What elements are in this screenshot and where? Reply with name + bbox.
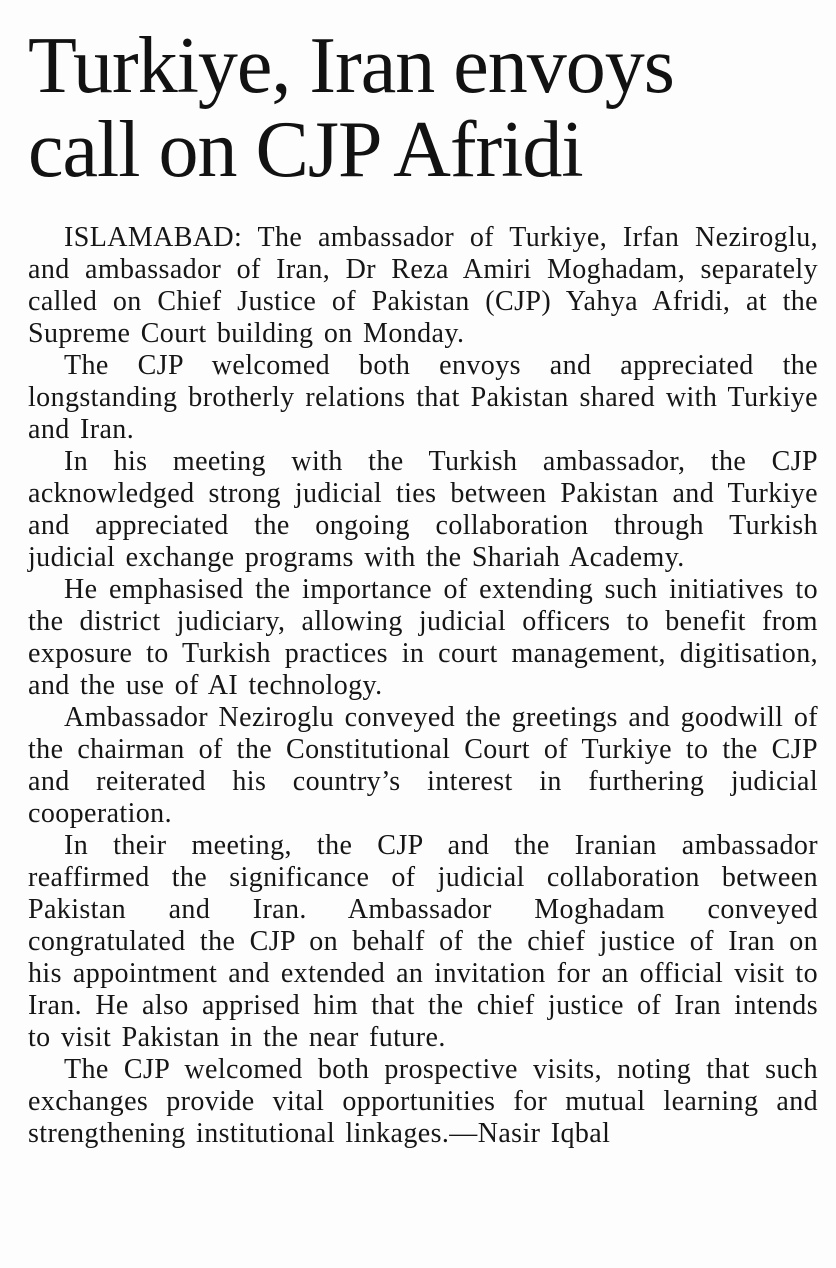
article-paragraph: In their meeting, the CJP and the Iranian ambassador reaffirmed the significance of judicial collaboration between Pakistan and Iran. Ambassador Moghadam conveyed congratulated the CJP on behalf of the chief justice of Iran on his appointment and extended an invitation for an official visit to Iran. He also apprised him that the chief justice of Iran intends to visit Pakistan in the near future. xyxy=(28,830,818,1053)
article-headline: Turkiye, Iran envoys call on CJP Afridi xyxy=(28,22,674,194)
article-paragraph-with-byline: The CJP welcomed both prospective visits, noting that such exchanges provide vital opportunities for mutual learning and strengthening institutional linkages.—Nasir Iqbal xyxy=(28,1054,818,1149)
article-paragraph: In his meeting with the Turkish ambassador, the CJP acknowledged strong judicial ties between Pakistan and Turkiye and appreciated the ongoing collaboration through Turkish judicial exchange programs with the Shariah Academy. xyxy=(28,446,818,573)
article-paragraph: He emphasised the importance of extending such initiatives to the district judiciary, allowing judicial officers to benefit from exposure to Turkish practices in court management, digitisation, and the use of AI technology. xyxy=(28,574,818,701)
article-paragraph: The CJP welcomed both envoys and appreciated the longstanding brotherly relations that Pakistan shared with Turkiye and Iran. xyxy=(28,350,818,445)
article-body xyxy=(28,222,818,1150)
article-paragraph: Ambassador Neziroglu conveyed the greetings and goodwill of the chairman of the Constitutional Court of Turkiye to the CJP and reiterated his country’s interest in furthering judicial cooperation. xyxy=(28,702,818,829)
article-paragraph-lead: ISLAMABAD: The ambassador of Turkiye, Irfan Neziroglu, and ambassador of Iran, Dr Reza Amiri Moghadam, separately called on Chief Justice of Pakistan (CJP) Yahya Afridi, at the Supreme Court building on Monday. xyxy=(28,222,818,349)
